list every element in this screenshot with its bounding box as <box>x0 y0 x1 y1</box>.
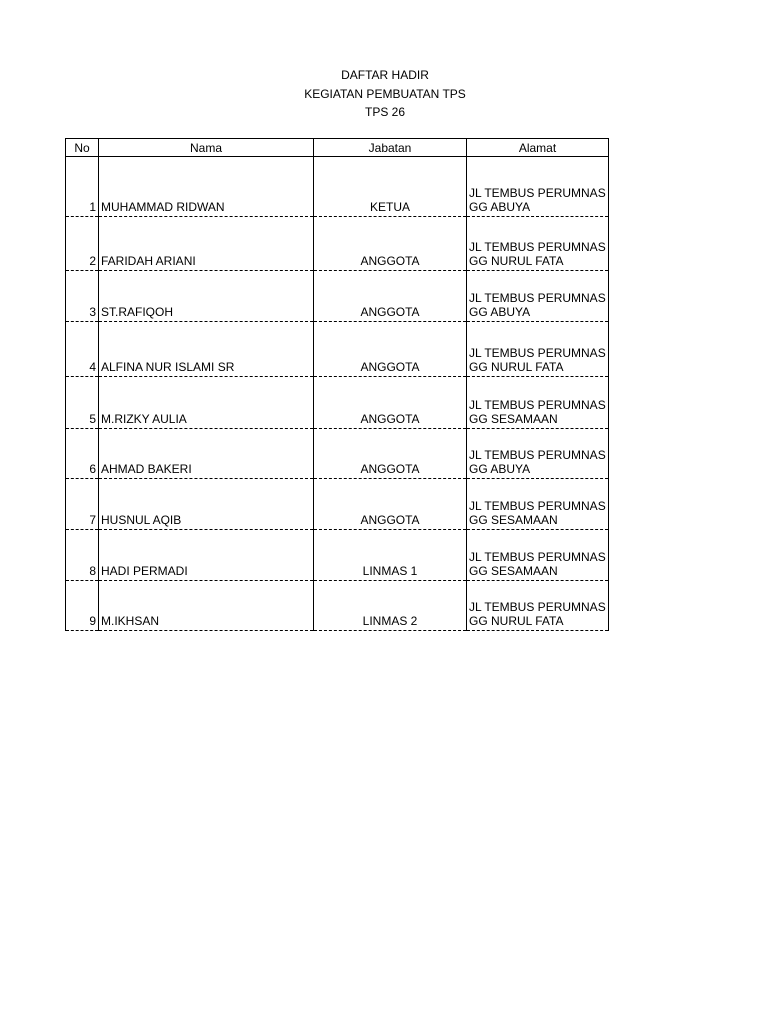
column-header-jabatan: Jabatan <box>314 139 467 157</box>
cell-no: 6 <box>66 429 99 479</box>
cell-nama: HUSNUL AQIB <box>99 479 314 530</box>
cell-no: 2 <box>66 217 99 271</box>
cell-jabatan: ANGGOTA <box>314 429 467 479</box>
alamat-gang: GG ABUYA <box>469 305 531 319</box>
cell-alamat <box>467 530 609 581</box>
cell-alamat <box>467 377 609 429</box>
table-row <box>66 157 609 217</box>
alamat-gang: GG SESAMAAN <box>469 412 558 426</box>
column-header-alamat: Alamat <box>467 139 609 157</box>
cell-nama: FARIDAH ARIANI <box>99 217 314 271</box>
table-row <box>66 322 609 377</box>
cell-nama: AHMAD BAKERI <box>99 429 314 479</box>
alamat-street: JL TEMBUS PERUMNAS <box>469 499 606 513</box>
cell-nama: ST.RAFIQOH <box>99 271 314 322</box>
alamat-street: JL TEMBUS PERUMNAS <box>469 186 606 200</box>
alamat-gang: GG NURUL FATA <box>469 614 564 628</box>
cell-jabatan: KETUA <box>314 157 467 217</box>
cell-nama: M.RIZKY AULIA <box>99 377 314 429</box>
table-header-row <box>66 139 609 157</box>
cell-alamat <box>467 429 609 479</box>
alamat-street: JL TEMBUS PERUMNAS <box>469 240 606 254</box>
document-title <box>0 66 768 122</box>
cell-jabatan: ANGGOTA <box>314 217 467 271</box>
alamat-street: JL TEMBUS PERUMNAS <box>469 398 606 412</box>
cell-nama: HADI PERMADI <box>99 530 314 581</box>
cell-nama: M.IKHSAN <box>99 581 314 631</box>
cell-nama: ALFINA NUR ISLAMI SR <box>99 322 314 377</box>
cell-no: 3 <box>66 271 99 322</box>
alamat-gang: GG NURUL FATA <box>469 254 564 268</box>
title-daftar-hadir: DAFTAR HADIR <box>341 68 429 82</box>
cell-nama: MUHAMMAD RIDWAN <box>99 157 314 217</box>
alamat-gang: GG SESAMAAN <box>469 564 558 578</box>
cell-alamat <box>467 479 609 530</box>
alamat-gang: GG SESAMAAN <box>469 513 558 527</box>
table-row <box>66 581 609 631</box>
title-kegiatan: KEGIATAN PEMBUATAN TPS <box>304 86 466 101</box>
table-row <box>66 271 609 322</box>
cell-alamat <box>467 322 609 377</box>
alamat-street: JL TEMBUS PERUMNAS <box>469 550 606 564</box>
cell-no: 4 <box>66 322 99 377</box>
cell-alamat <box>467 157 609 217</box>
table-row <box>66 377 609 429</box>
table-row <box>66 479 609 530</box>
column-header-no: No <box>66 139 99 157</box>
alamat-gang: GG ABUYA <box>469 462 531 476</box>
alamat-street: JL TEMBUS PERUMNAS <box>469 291 606 305</box>
cell-no: 1 <box>66 157 99 217</box>
attendance-table <box>65 138 609 631</box>
cell-no: 7 <box>66 479 99 530</box>
cell-no: 5 <box>66 377 99 429</box>
alamat-gang: GG ABUYA <box>469 200 531 214</box>
cell-no: 9 <box>66 581 99 631</box>
title-tps: TPS 26 <box>364 105 406 119</box>
cell-jabatan: ANGGOTA <box>314 322 467 377</box>
cell-jabatan: ANGGOTA <box>314 377 467 429</box>
table-row <box>66 429 609 479</box>
cell-alamat <box>467 217 609 271</box>
cell-jabatan: ANGGOTA <box>314 479 467 530</box>
cell-jabatan: LINMAS 1 <box>314 530 467 581</box>
cell-jabatan: ANGGOTA <box>314 271 467 322</box>
cell-jabatan: LINMAS 2 <box>314 581 467 631</box>
table-row <box>66 530 609 581</box>
alamat-street: JL TEMBUS PERUMNAS <box>469 600 606 614</box>
alamat-street: JL TEMBUS PERUMNAS <box>469 448 606 462</box>
alamat-street: JL TEMBUS PERUMNAS <box>469 346 606 360</box>
cell-alamat <box>467 581 609 631</box>
cell-alamat <box>467 271 609 322</box>
cell-no: 8 <box>66 530 99 581</box>
column-header-nama: Nama <box>99 139 314 157</box>
alamat-gang: GG NURUL FATA <box>469 360 564 374</box>
table-row <box>66 217 609 271</box>
